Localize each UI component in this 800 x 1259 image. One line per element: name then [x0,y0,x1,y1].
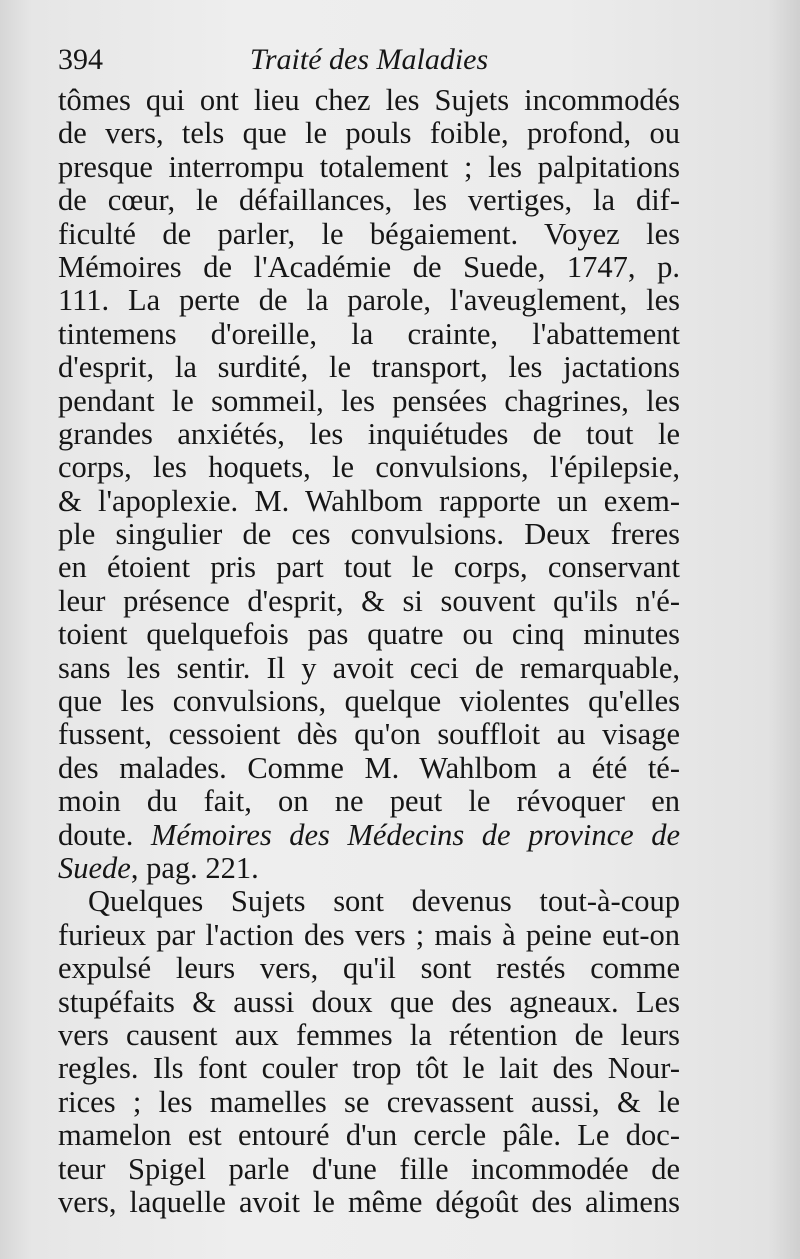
page-header [58,38,680,82]
text-line: Suede, pag. 221. [58,850,259,885]
text-line: vers, laquelle avoit le même dégoût des alimens [58,1184,680,1219]
text-line: leur présence d'esprit, & si souvent qu'ils n'é- [58,583,680,618]
text-line: grandes anxiétés, les inquiétudes de tout le [58,416,680,451]
text-line: regles. Ils font couler trop tôt le lait des Nour- [58,1051,680,1086]
paragraph-start: Quelques Sujets sont devenus tout-à-coup [88,884,680,919]
text-line: teur Spigel parle d'une fille incommodée de [58,1151,680,1186]
text-line: fussent, cessoient dès qu'on souffloit au visage [58,717,680,752]
text-line: mamelon est entouré d'un cercle pâle. Le doc- [58,1118,680,1153]
text-line: 111. La perte de la parole, l'aveuglement, les [58,283,680,318]
text-line: ple singulier de ces convulsions. Deux freres [58,517,680,552]
text-line: ficulté de parler, le bégaiement. Voyez les [58,216,680,251]
page-number: 394 [58,43,103,76]
text-line: d'esprit, la surdité, le transport, les jactations [58,350,680,385]
text-line: sans les sentir. Il y avoit ceci de remarquable, [58,650,680,685]
running-title: Traité des Maladies [249,43,489,76]
text-line: que les convulsions, quelque violentes qu'elles [58,684,680,719]
text-line: corps, les hoquets, le convulsions, l'épilepsie, [58,450,680,485]
text-line: expulsé leurs vers, qu'il sont restés comme [58,951,680,986]
text-line: & l'apoplexie. M. Wahlbom rapporte un exem- [58,483,680,518]
text-line: presque interrompu totalement ; les palpitations [58,149,680,184]
text-line: tintemens d'oreille, la crainte, l'abattement [58,316,680,351]
text-line: Mémoires de l'Académie de Suede, 1747, p. [58,249,680,284]
text-line: vers causent aux femmes la rétention de leurs [58,1017,680,1052]
text-line: tômes qui ont lieu chez les Sujets incommodés [58,83,680,117]
text-line: des malades. Comme M. Wahlbom a été té- [58,750,680,785]
text-line: furieux par l'action des vers ; mais à peine eut-on [58,917,680,952]
text-line: en étoient pris part tout le corps, conservant [58,550,680,585]
text-line: stupéfaits & aussi doux que des agneaux. Les [58,984,680,1019]
body-text [58,84,680,1219]
text-line: moin du fait, on ne peut le révoquer en [58,784,680,819]
text-line: rices ; les mamelles se crevassent aussi, & le [58,1084,680,1119]
citation: Suede [58,850,131,885]
text-line: doute. Mémoires des Médecins de province de [58,817,680,852]
text-line: de vers, tels que le pouls foible, profond, ou [58,116,680,151]
text-line: pendant le sommeil, les pensées chagrines, les [58,383,680,418]
text-line: toient quelquefois pas quatre ou cinq minutes [58,617,680,652]
citation: Mémoires des Médecins de province de [150,817,680,852]
text-line: de cœur, le défaillances, les vertiges, la dif- [58,183,680,218]
